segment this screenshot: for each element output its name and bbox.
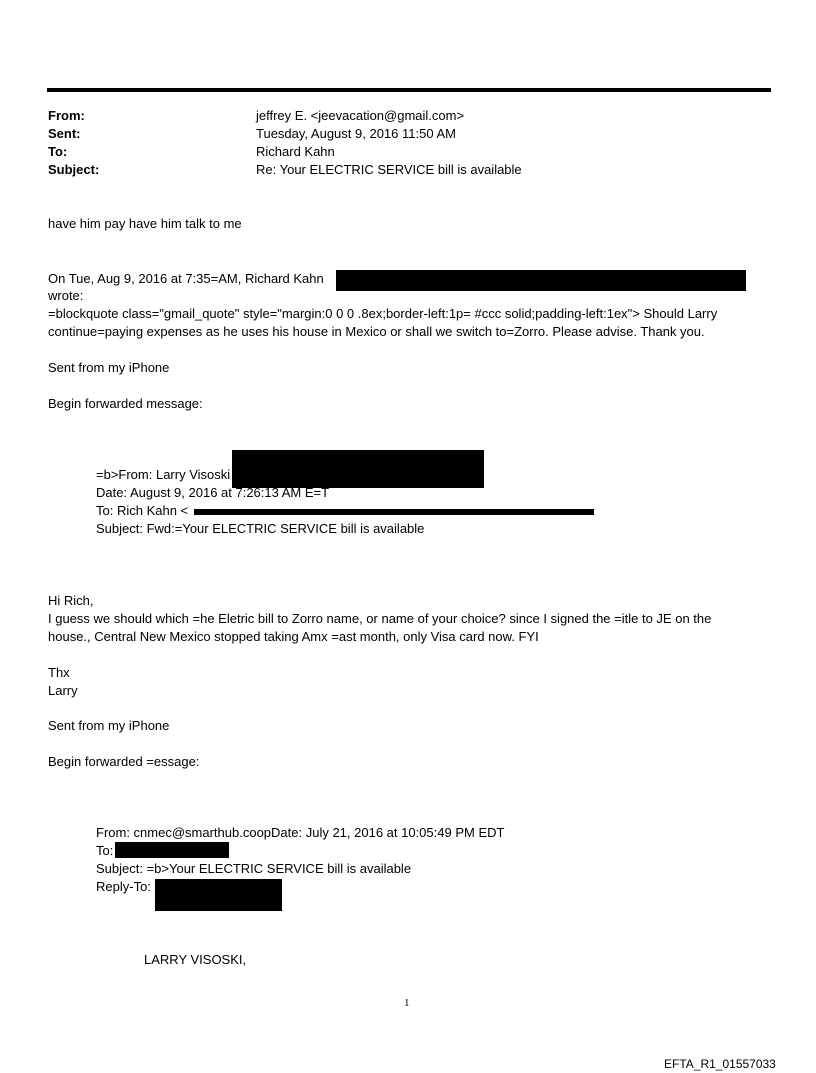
redaction-box <box>336 270 746 291</box>
from-label: From: <box>48 108 85 123</box>
quote-intro: On Tue, Aug 9, 2016 at 7:35=AM, Richard Kahn <box>48 271 324 286</box>
fwd-subject: Subject: =b>Your ELECTRIC SERVICE bill is available <box>96 861 412 876</box>
sent-label: Sent: <box>48 126 81 141</box>
begin-forwarded: Begin forwarded =essage: <box>48 754 200 769</box>
header-rule <box>47 88 771 92</box>
subject-label: Subject: <box>48 162 100 177</box>
message-line: house., Central New Mexico stopped taking Amx =ast month, only Visa card now. FYI <box>48 629 539 644</box>
sent-value: Tuesday, August 9, 2016 11:50 AM <box>256 126 456 141</box>
redaction-box <box>232 450 484 488</box>
fwd-subject: Subject: Fwd:=Your ELECTRIC SERVICE bill is available <box>96 521 425 536</box>
thanks: Thx <box>48 665 70 680</box>
fwd-to: To: <box>96 843 114 858</box>
greeting: Hi Rich, <box>48 593 94 608</box>
fwd-date: Date: August 9, 2016 at 7:26:13 AM E=T <box>96 485 330 500</box>
to-value: Richard Kahn <box>256 144 335 159</box>
begin-forwarded: Begin forwarded message: <box>48 396 203 411</box>
fwd-from: =b>From: Larry Visoski <box>96 467 231 482</box>
redaction-box <box>155 879 282 911</box>
fwd-from: From: cnmec@smarthub.coopDate: July 21, 2016 at 10:05:49 PM EDT <box>96 825 505 840</box>
message-line: I guess we should which =he Eletric bill to Zorro name, or name of your choice? since I signed the =itle to JE on the <box>48 611 712 626</box>
salutation: LARRY VISOSKI, <box>144 952 247 967</box>
quote-intro-wrote: wrote: <box>48 288 84 303</box>
signature: Larry <box>48 683 78 698</box>
fwd-to: To: Rich Kahn < <box>96 503 189 518</box>
reply-text: have him pay have him talk to me <box>48 216 242 231</box>
quoted-text-line: continue=paying expenses as he uses his house in Mexico or shall we switch to=Zorro. Please advise. Thank you. <box>48 324 705 339</box>
sent-from-iphone: Sent from my iPhone <box>48 718 170 733</box>
page-number: 1 <box>404 997 410 1009</box>
redaction-bar <box>194 509 594 515</box>
redaction-box <box>115 842 229 858</box>
subject-value: Re: Your ELECTRIC SERVICE bill is available <box>256 162 522 177</box>
fwd-reply-to: Reply-To: <box>96 879 151 894</box>
to-label: To: <box>48 144 68 159</box>
quoted-text-line: =blockquote class="gmail_quote" style="margin:0 0 0 .8ex;border-left:1p= #ccc solid;padding-left:1ex"> Should Larry <box>48 306 718 321</box>
document-id: EFTA_R1_01557033 <box>664 1057 776 1071</box>
sent-from-iphone: Sent from my iPhone <box>48 360 170 375</box>
from-value: jeffrey E. <jeevacation@gmail.com> <box>256 108 465 123</box>
